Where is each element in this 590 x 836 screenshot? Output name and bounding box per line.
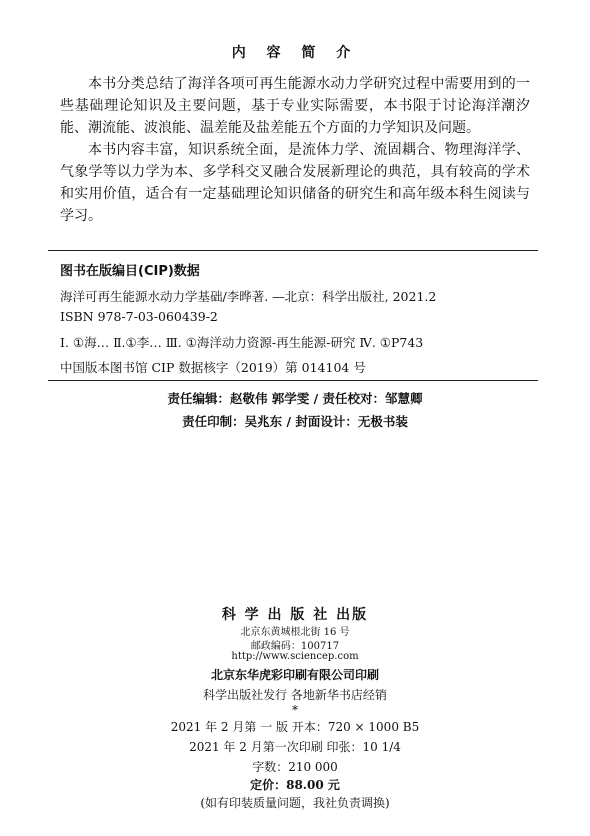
publisher-address: 北京东黄城根北街 16 号 [240,627,350,638]
intro-paragraph-1: 本书分类总结了海洋各项可再生能源水动力学研究过程中需要用到的一些基础理论知识及主要问题，基于专业实际需要，本书限于讨论海洋潮汐能、潮流能、波浪能、温差能及盐差能五个方面的力学知识及问题。 [60,76,530,136]
divider-bottom [48,380,538,381]
publisher-url: http://www.sciencep.com [231,651,359,662]
price: 定价：88.00 元 [250,778,340,792]
publisher-name: 科 学 出 版 社 出版 [221,607,369,623]
printing-line: 2021 年 2 月第一次印刷 印张：10 1/4 [189,740,401,754]
printer-line: 北京东华虎彩印刷有限公司印刷 [210,668,379,682]
page-title: 内 容 简 介 [231,45,359,61]
intro-paragraph-2: 本书内容丰富，知识系统全面，是流体力学、流固耦合、物理海洋学、气象学等以力学为本、多学科交叉融合发展新理论的典范，具有较高的学术和实用价值，适合有一定基础理论知识储备的研究生和高年级本科生阅读与学习。 [60,142,530,224]
credits-printing: 责任印制：吴兆东 / 封面设计：无极书装 [182,414,408,429]
word-count: 字数：210 000 [252,760,338,774]
distribution-line: 科学出版社发行 各地新华书店经销 [203,688,387,702]
intro-section [60,73,530,227]
cip-title-line: 海洋可再生能源水动力学基础/李晔著. —北京：科学出版社, 2021.2 [60,289,437,304]
quality-note: (如有印装质量问题，我社负责调换) [200,796,390,810]
credits-editors: 责任编辑：赵敬伟 郭学雯 / 责任校对：邹慧卿 [167,391,423,406]
cip-record-number: 中国版本图书馆 CIP 数据核字（2019）第 014104 号 [60,360,366,375]
divider-top [48,250,538,251]
separator-star: * [292,703,298,717]
cip-heading: 图书在版编目(CIP)数据 [60,264,200,279]
edition-line: 2021 年 2 月第 一 版 开本：720 × 1000 B5 [170,720,420,734]
cip-classification: Ⅰ. ①海… Ⅱ.①李… Ⅲ. ①海洋动力资源-再生能源-研究 Ⅳ. ①P743 [60,335,424,350]
publisher-postcode: 邮政编码：100717 [250,641,340,652]
cip-isbn: ISBN 978-7-03-060439-2 [60,309,218,324]
